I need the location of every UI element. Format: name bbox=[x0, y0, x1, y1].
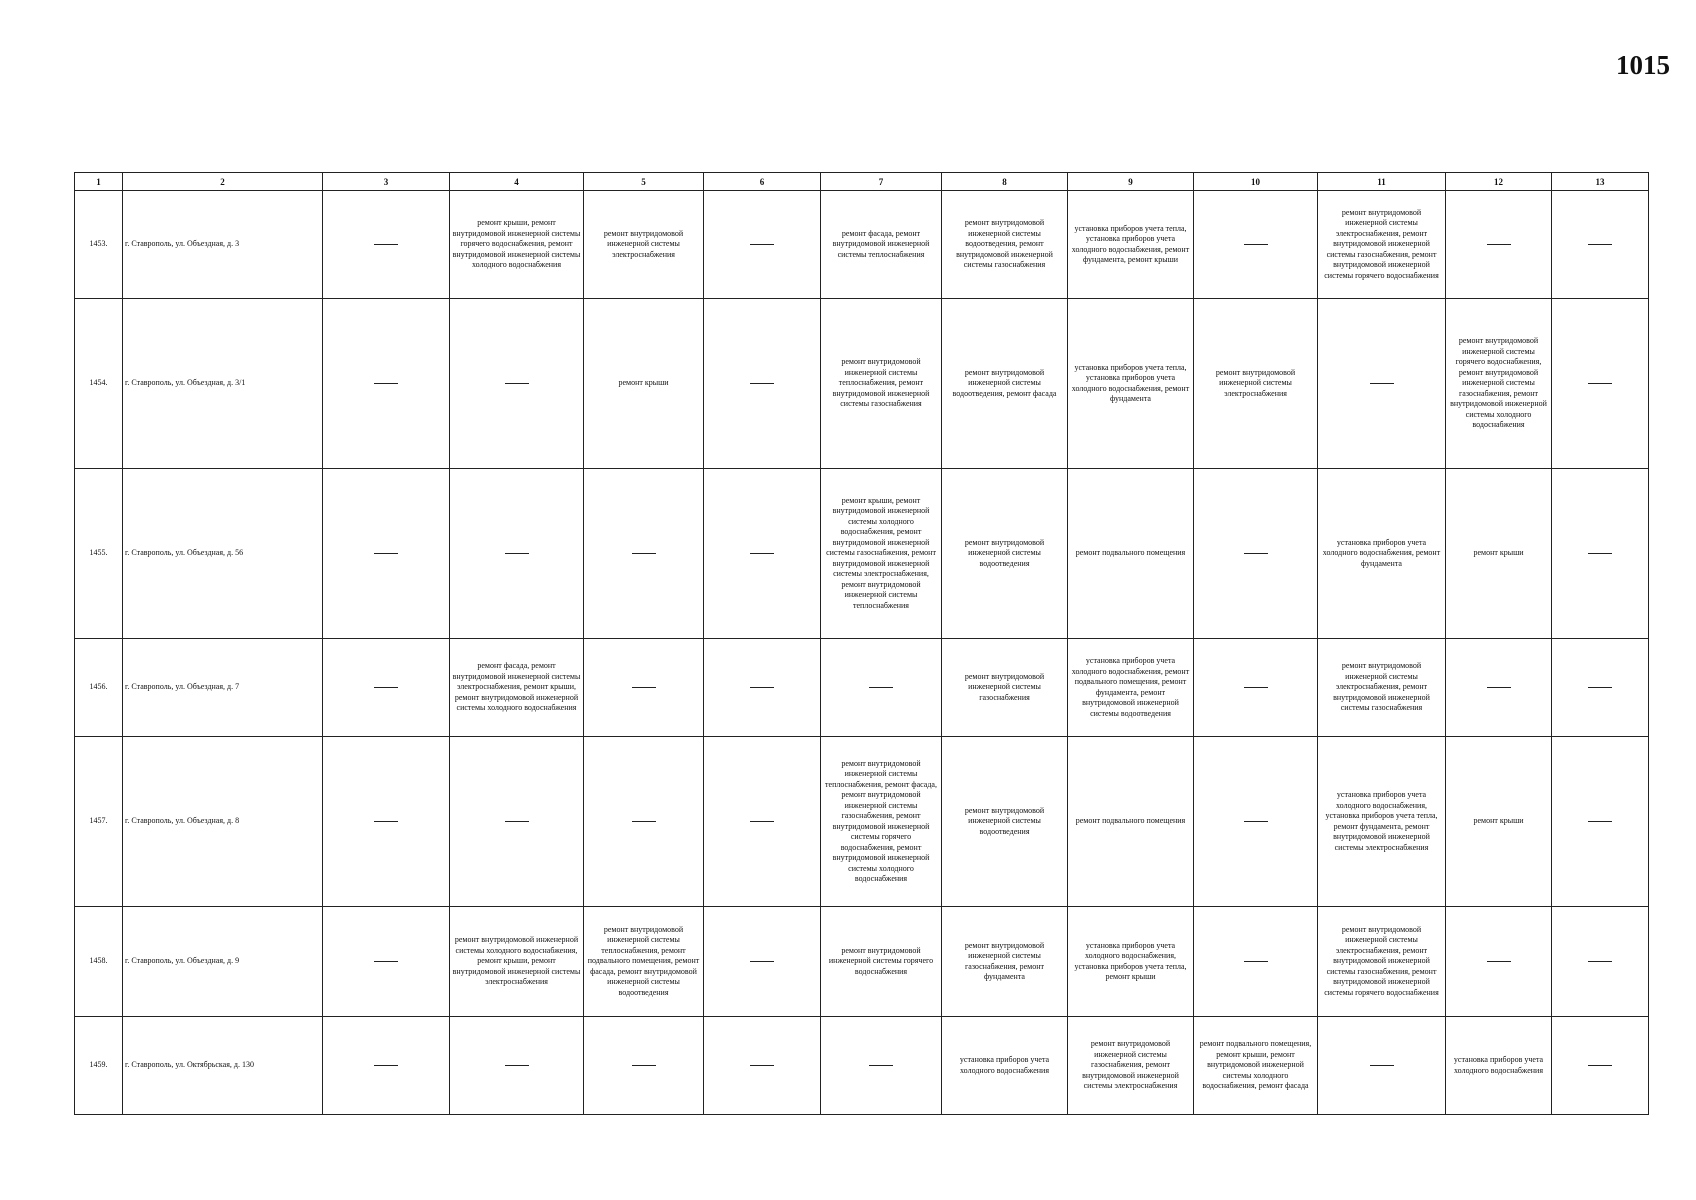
empty-dash bbox=[374, 821, 398, 822]
work-cell bbox=[1068, 639, 1194, 737]
column-number-header: 7 bbox=[821, 173, 942, 191]
work-cell bbox=[450, 639, 584, 737]
work-cell bbox=[584, 737, 704, 907]
cell-text: установка приборов учета холодного водоснабжения, установка приборов учета тепла, ремонт крыши bbox=[1074, 940, 1187, 981]
table-row bbox=[75, 1017, 1649, 1115]
work-cell bbox=[1552, 639, 1649, 737]
work-cell bbox=[584, 1017, 704, 1115]
cell-text: ремонт внутридомовой инженерной системы горячего водоснабжения bbox=[828, 945, 934, 976]
cell-text: ремонт внутридомовой инженерной системы теплоснабжения, ремонт подвального помещения, ремонт фасада, ремонт внутридомовой инженерной системы водоотведения bbox=[587, 924, 700, 997]
cell-text: ремонт внутридомовой инженерной системы холодного водоснабжения, ремонт крыши, ремонт внутридомовой инженерной системы электроснабжения bbox=[452, 935, 581, 987]
work-cell bbox=[450, 469, 584, 639]
row-number-cell bbox=[75, 737, 123, 907]
cell-text: 1457. bbox=[89, 816, 108, 826]
address-cell bbox=[123, 737, 323, 907]
column-number-header: 12 bbox=[1446, 173, 1552, 191]
work-cell bbox=[323, 1017, 450, 1115]
empty-dash bbox=[1588, 553, 1612, 554]
work-cell bbox=[450, 299, 584, 469]
work-cell bbox=[821, 1017, 942, 1115]
work-cell bbox=[1068, 191, 1194, 299]
empty-dash bbox=[1370, 383, 1394, 384]
table-row bbox=[75, 191, 1649, 299]
work-cell bbox=[704, 737, 821, 907]
cell-text: ремонт внутридомовой инженерной системы электроснабжения, ремонт внутридомовой инженерной системы газоснабжения bbox=[1333, 661, 1430, 713]
empty-dash bbox=[505, 553, 529, 554]
repair-schedule-table bbox=[74, 172, 1649, 1115]
cell-text: ремонт внутридомовой инженерной системы водоотведения bbox=[964, 537, 1045, 568]
work-cell bbox=[821, 907, 942, 1017]
empty-dash bbox=[632, 1065, 656, 1066]
row-number-cell bbox=[75, 191, 123, 299]
work-cell bbox=[584, 639, 704, 737]
work-cell bbox=[942, 1017, 1068, 1115]
cell-text: ремонт внутридомовой инженерной системы водоотведения, ремонт фасада bbox=[952, 367, 1057, 398]
work-cell bbox=[1068, 1017, 1194, 1115]
table-row bbox=[75, 299, 1649, 469]
work-cell bbox=[1318, 469, 1446, 639]
empty-dash bbox=[750, 383, 774, 384]
work-cell bbox=[1446, 469, 1552, 639]
table-row bbox=[75, 907, 1649, 1017]
empty-dash bbox=[1244, 687, 1268, 688]
work-cell bbox=[1194, 1017, 1318, 1115]
empty-dash bbox=[1588, 687, 1612, 688]
cell-text: установка приборов учета тепла, установка приборов учета холодного водоснабжения, ремонт фундамента bbox=[1071, 362, 1190, 403]
work-cell bbox=[450, 737, 584, 907]
work-cell bbox=[584, 469, 704, 639]
cell-text: установка приборов учета тепла, установка приборов учета холодного водоснабжения, ремонт фундамента, ремонт крыши bbox=[1071, 223, 1190, 264]
work-cell bbox=[1194, 639, 1318, 737]
work-cell bbox=[323, 639, 450, 737]
row-number-cell bbox=[75, 639, 123, 737]
cell-text: установка приборов учета холодного водоснабжения bbox=[1453, 1055, 1544, 1075]
empty-dash bbox=[750, 244, 774, 245]
empty-dash bbox=[374, 961, 398, 962]
cell-text: ремонт подвального помещения bbox=[1075, 816, 1186, 826]
column-number-header: 5 bbox=[584, 173, 704, 191]
cell-text: г. Ставрополь, ул. Объездная, д. 7 bbox=[125, 682, 240, 692]
cell-text: установка приборов учета холодного водоснабжения, установка приборов учета тепла, ремонт фундамента, ремонт внутридомовой инженерной системы электроснабжения bbox=[1325, 790, 1438, 852]
column-number-header: 10 bbox=[1194, 173, 1318, 191]
column-number-header: 6 bbox=[704, 173, 821, 191]
work-cell bbox=[1318, 737, 1446, 907]
empty-dash bbox=[750, 961, 774, 962]
work-cell bbox=[584, 299, 704, 469]
work-cell bbox=[1194, 907, 1318, 1017]
empty-dash bbox=[1370, 1065, 1394, 1066]
work-cell bbox=[1194, 299, 1318, 469]
cell-text: ремонт крыши, ремонт внутридомовой инженерной системы холодного водоснабжения, ремонт внутридомовой инженерной системы газоснабжения, ремонт внутридомовой инженерной системы электроснабжения, ремонт внутридомовой инженерной системы теплоснабжения bbox=[826, 495, 936, 610]
work-cell bbox=[1446, 737, 1552, 907]
cell-text: ремонт подвального помещения bbox=[1075, 548, 1186, 558]
work-cell bbox=[1446, 191, 1552, 299]
cell-text: ремонт крыши, ремонт внутридомовой инженерной системы горячего водоснабжения, ремонт внутридомовой инженерной системы холодного водоснабжения bbox=[452, 218, 581, 270]
empty-dash bbox=[1588, 1065, 1612, 1066]
address-cell bbox=[123, 639, 323, 737]
column-number-header: 1 bbox=[75, 173, 123, 191]
work-cell bbox=[1552, 1017, 1649, 1115]
empty-dash bbox=[505, 1065, 529, 1066]
address-cell bbox=[123, 907, 323, 1017]
work-cell bbox=[1194, 737, 1318, 907]
work-cell bbox=[1068, 299, 1194, 469]
cell-text: ремонт подвального помещения, ремонт крыши, ремонт внутридомовой инженерной системы холодного водоснабжения, ремонт фасада bbox=[1199, 1039, 1312, 1091]
empty-dash bbox=[750, 1065, 774, 1066]
cell-text: г. Ставрополь, ул. Объездная, д. 3 bbox=[125, 239, 240, 249]
empty-dash bbox=[505, 821, 529, 822]
row-number-cell bbox=[75, 907, 123, 1017]
empty-dash bbox=[1588, 383, 1612, 384]
empty-dash bbox=[374, 1065, 398, 1066]
row-number-cell bbox=[75, 299, 123, 469]
empty-dash bbox=[1244, 244, 1268, 245]
table-row bbox=[75, 639, 1649, 737]
work-cell bbox=[1194, 469, 1318, 639]
cell-text: 1458. bbox=[89, 956, 108, 966]
empty-dash bbox=[1588, 244, 1612, 245]
work-cell bbox=[821, 191, 942, 299]
cell-text: ремонт внутридомовой инженерной системы водоотведения, ремонт внутридомовой инженерной системы газоснабжения bbox=[956, 218, 1053, 270]
column-number-header: 4 bbox=[450, 173, 584, 191]
empty-dash bbox=[632, 821, 656, 822]
empty-dash bbox=[632, 687, 656, 688]
work-cell bbox=[450, 1017, 584, 1115]
column-number-row bbox=[75, 173, 1649, 191]
work-cell bbox=[323, 907, 450, 1017]
row-number-cell bbox=[75, 469, 123, 639]
work-cell bbox=[1318, 639, 1446, 737]
cell-text: ремонт фасада, ремонт внутридомовой инженерной системы теплоснабжения bbox=[832, 228, 930, 259]
work-cell bbox=[450, 907, 584, 1017]
cell-text: ремонт фасада, ремонт внутридомовой инженерной системы электроснабжения, ремонт крыши, ремонт внутридомовой инженерной системы холодного водоснабжения bbox=[452, 661, 581, 713]
cell-text: ремонт внутридомовой инженерной системы электроснабжения, ремонт внутридомовой инженерной системы газоснабжения, ремонт внутридомовой инженерной системы горячего водоснабжения bbox=[1324, 924, 1439, 997]
work-cell bbox=[1318, 299, 1446, 469]
work-cell bbox=[704, 907, 821, 1017]
empty-dash bbox=[1487, 961, 1511, 962]
empty-dash bbox=[750, 821, 774, 822]
work-cell bbox=[1552, 907, 1649, 1017]
work-cell bbox=[450, 191, 584, 299]
address-cell bbox=[123, 191, 323, 299]
work-cell bbox=[704, 1017, 821, 1115]
empty-dash bbox=[1244, 961, 1268, 962]
work-cell bbox=[1318, 191, 1446, 299]
empty-dash bbox=[374, 383, 398, 384]
cell-text: установка приборов учета холодного водоснабжения bbox=[959, 1055, 1050, 1075]
work-cell bbox=[942, 469, 1068, 639]
work-cell bbox=[323, 469, 450, 639]
work-cell bbox=[1068, 907, 1194, 1017]
cell-text: ремонт крыши bbox=[1473, 816, 1524, 826]
work-cell bbox=[323, 299, 450, 469]
work-cell bbox=[942, 191, 1068, 299]
work-cell bbox=[323, 191, 450, 299]
work-cell bbox=[1552, 299, 1649, 469]
cell-text: 1455. bbox=[89, 548, 108, 558]
address-cell bbox=[123, 1017, 323, 1115]
cell-text: установка приборов учета холодного водоснабжения, ремонт подвального помещения, ремонт фундамента, ремонт внутридомовой инженерной системы водоотведения bbox=[1071, 656, 1190, 718]
work-cell bbox=[704, 299, 821, 469]
cell-text: ремонт внутридомовой инженерной системы газоснабжения, ремонт фундамента bbox=[964, 940, 1045, 981]
cell-text: г. Ставрополь, ул. Октябрьская, д. 130 bbox=[125, 1060, 254, 1070]
work-cell bbox=[821, 469, 942, 639]
empty-dash bbox=[869, 687, 893, 688]
empty-dash bbox=[374, 244, 398, 245]
cell-text: 1456. bbox=[89, 682, 108, 692]
work-cell bbox=[942, 639, 1068, 737]
cell-text: г. Ставрополь, ул. Объездная, д. 8 bbox=[125, 816, 240, 826]
empty-dash bbox=[1244, 553, 1268, 554]
work-cell bbox=[323, 737, 450, 907]
cell-text: ремонт внутридомовой инженерной системы электроснабжения bbox=[1215, 367, 1296, 398]
cell-text: ремонт внутридомовой инженерной системы электроснабжения, ремонт внутридомовой инженерной системы газоснабжения, ремонт внутридомовой инженерной системы горячего водоснабжения bbox=[1324, 207, 1439, 280]
row-number-cell bbox=[75, 1017, 123, 1115]
page-number: 1015 bbox=[1616, 50, 1670, 80]
empty-dash bbox=[1487, 687, 1511, 688]
work-cell bbox=[1446, 907, 1552, 1017]
work-cell bbox=[1318, 1017, 1446, 1115]
column-number-header: 11 bbox=[1318, 173, 1446, 191]
cell-text: ремонт внутридомовой инженерной системы водоотведения bbox=[964, 805, 1045, 836]
work-cell bbox=[1194, 191, 1318, 299]
cell-text: ремонт внутридомовой инженерной системы теплоснабжения, ремонт фасада, ремонт внутридомовой инженерной системы газоснабжения, ремонт внутридомовой инженерной системы горячего водоснабжения, ремонт внутридомовой инженерной системы холодного водоснабжения bbox=[825, 758, 937, 883]
cell-text: ремонт внутридомовой инженерной системы теплоснабжения, ремонт внутридомовой инженерной системы газоснабжения bbox=[832, 357, 930, 409]
address-cell bbox=[123, 469, 323, 639]
work-cell bbox=[1068, 469, 1194, 639]
empty-dash bbox=[1588, 961, 1612, 962]
cell-text: 1459. bbox=[89, 1060, 108, 1070]
empty-dash bbox=[632, 553, 656, 554]
work-cell bbox=[942, 299, 1068, 469]
work-cell bbox=[1318, 907, 1446, 1017]
work-cell bbox=[584, 907, 704, 1017]
work-cell bbox=[584, 191, 704, 299]
work-cell bbox=[1552, 469, 1649, 639]
work-cell bbox=[704, 191, 821, 299]
empty-dash bbox=[869, 1065, 893, 1066]
empty-dash bbox=[750, 553, 774, 554]
empty-dash bbox=[750, 687, 774, 688]
cell-text: г. Ставрополь, ул. Объездная, д. 9 bbox=[125, 956, 240, 966]
work-cell bbox=[942, 907, 1068, 1017]
column-number-header: 9 bbox=[1068, 173, 1194, 191]
cell-text: ремонт внутридомовой инженерной системы газоснабжения bbox=[964, 671, 1045, 702]
empty-dash bbox=[374, 687, 398, 688]
empty-dash bbox=[1588, 821, 1612, 822]
work-cell bbox=[704, 639, 821, 737]
work-cell bbox=[1552, 737, 1649, 907]
work-cell bbox=[942, 737, 1068, 907]
table-row bbox=[75, 469, 1649, 639]
work-cell bbox=[1446, 639, 1552, 737]
work-cell bbox=[704, 469, 821, 639]
column-number-header: 2 bbox=[123, 173, 323, 191]
work-cell bbox=[1068, 737, 1194, 907]
column-number-header: 8 bbox=[942, 173, 1068, 191]
column-number-header: 3 bbox=[323, 173, 450, 191]
column-number-header: 13 bbox=[1552, 173, 1649, 191]
cell-text: 1453. bbox=[89, 239, 108, 249]
empty-dash bbox=[374, 553, 398, 554]
work-cell bbox=[821, 639, 942, 737]
work-cell bbox=[1552, 191, 1649, 299]
cell-text: ремонт внутридомовой инженерной системы газоснабжения, ремонт внутридомовой инженерной системы электроснабжения bbox=[1082, 1039, 1179, 1091]
cell-text: 1454. bbox=[89, 378, 108, 388]
cell-text: ремонт крыши bbox=[618, 378, 669, 388]
cell-text: ремонт внутридомовой инженерной системы горячего водоснабжения, ремонт внутридомовой инженерной системы газоснабжения, ремонт внутридомовой инженерной системы холодного водоснабжения bbox=[1450, 336, 1547, 430]
address-cell bbox=[123, 299, 323, 469]
work-cell bbox=[821, 737, 942, 907]
work-cell bbox=[1446, 1017, 1552, 1115]
cell-text: г. Ставрополь, ул. Объездная, д. 3/1 bbox=[125, 378, 246, 388]
cell-text: ремонт крыши bbox=[1473, 548, 1524, 558]
empty-dash bbox=[1244, 821, 1268, 822]
cell-text: установка приборов учета холодного водоснабжения, ремонт фундамента bbox=[1322, 537, 1441, 568]
empty-dash bbox=[505, 383, 529, 384]
cell-text: ремонт внутридомовой инженерной системы электроснабжения bbox=[603, 228, 684, 259]
work-cell bbox=[1446, 299, 1552, 469]
table-row bbox=[75, 737, 1649, 907]
cell-text: г. Ставрополь, ул. Объездная, д. 56 bbox=[125, 548, 244, 558]
work-cell bbox=[821, 299, 942, 469]
empty-dash bbox=[1487, 244, 1511, 245]
